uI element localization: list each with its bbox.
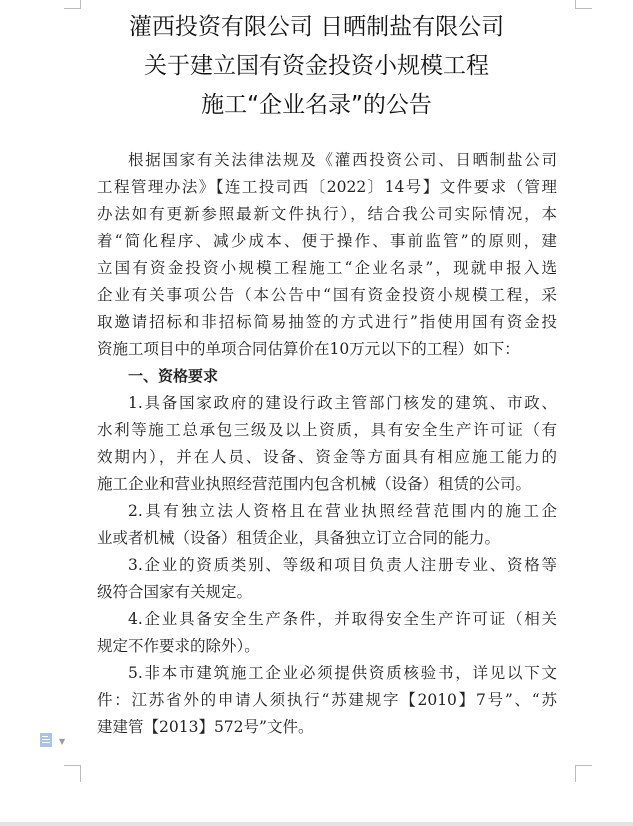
document-icon[interactable] bbox=[40, 733, 52, 747]
page-gap bbox=[0, 822, 633, 826]
text-line: 办法如有更新参照最新文件执行），结合我公司实际情况，本 bbox=[97, 205, 557, 223]
paragraph bbox=[97, 660, 557, 741]
text-line: 着“简化程序、减少成本、便于操作、事前监管”的原则，建 bbox=[97, 232, 557, 250]
text-line: 水利等施工总承包三级及以上资质，具有安全生产许可证（有 bbox=[97, 421, 557, 439]
text-line: 资施工项目中的单项合同估算价在10万元以下的工程）如下： bbox=[97, 340, 520, 358]
title-line-3: 施工“企业名录”的公告 bbox=[201, 92, 432, 118]
text-line: 3.企业的资质类别、等级和项目负责人注册专业、资格等 bbox=[128, 556, 557, 574]
title-line-2: 关于建立国有资金投资小规模工程 bbox=[144, 53, 489, 79]
margin-corner-bottom-left bbox=[64, 765, 81, 782]
text-line: 建建管【2013】572号”文件。 bbox=[97, 718, 314, 736]
paragraph bbox=[97, 552, 557, 606]
margin-corner-bottom-right bbox=[575, 765, 592, 782]
text-line: 取邀请招标和非招标简易抽签的方式进行”指使用国有资金投 bbox=[97, 313, 557, 331]
text-line: 工程管理办法》【连工投司西〔2022〕14号】文件要求（管理 bbox=[97, 178, 557, 196]
text-line: 业或者机械（设备）租赁企业，具备独立订立合同的能力。 bbox=[97, 529, 501, 547]
text-line: 件：江苏省外的申请人须执行“苏建规字【2010】7号”、“苏 bbox=[97, 691, 557, 709]
title-line-1: 灌西投资有限公司 日晒制盐有限公司 bbox=[128, 14, 505, 40]
text-line: 级符合国家有关规定。 bbox=[97, 583, 253, 601]
paragraph bbox=[97, 390, 557, 498]
section-heading bbox=[97, 363, 557, 390]
text-line: 5.非本市建筑施工企业必须提供资质核验书，详见以下文 bbox=[128, 664, 557, 682]
text-line: 2.具有独立法人资格且在营业执照经营范围内的施工企 bbox=[128, 502, 557, 520]
paragraph bbox=[97, 498, 557, 552]
paragraph bbox=[97, 147, 557, 363]
document-body bbox=[97, 147, 557, 741]
text-line: 效期内），并在人员、设备、资金等方面具有相应施工能力的 bbox=[97, 448, 557, 466]
text-line: 一、资格要求 bbox=[128, 367, 219, 385]
text-line: 4.企业具备安全生产条件，并取得安全生产许可证（相关 bbox=[128, 610, 557, 628]
paragraph bbox=[97, 606, 557, 660]
text-line: 立国有资金投资小规模工程施工“企业名录”，现就申报入选 bbox=[97, 259, 557, 277]
text-line: 企业有关事项公告（本公告中“国有资金投资小规模工程，采 bbox=[97, 286, 557, 304]
text-line: 根据国家有关法律法规及《灌西投资公司、日晒制盐公司 bbox=[128, 151, 557, 169]
text-line: 施工企业和营业执照经营范围内包含机械（设备）租赁的公司。 bbox=[97, 475, 532, 493]
text-line: 1.具备国家政府的建设行政主管部门核发的建筑、市政、 bbox=[128, 394, 557, 412]
dropdown-caret-icon[interactable]: ▼ bbox=[59, 737, 66, 746]
text-line: 规定不作要求的除外）。 bbox=[97, 637, 260, 655]
